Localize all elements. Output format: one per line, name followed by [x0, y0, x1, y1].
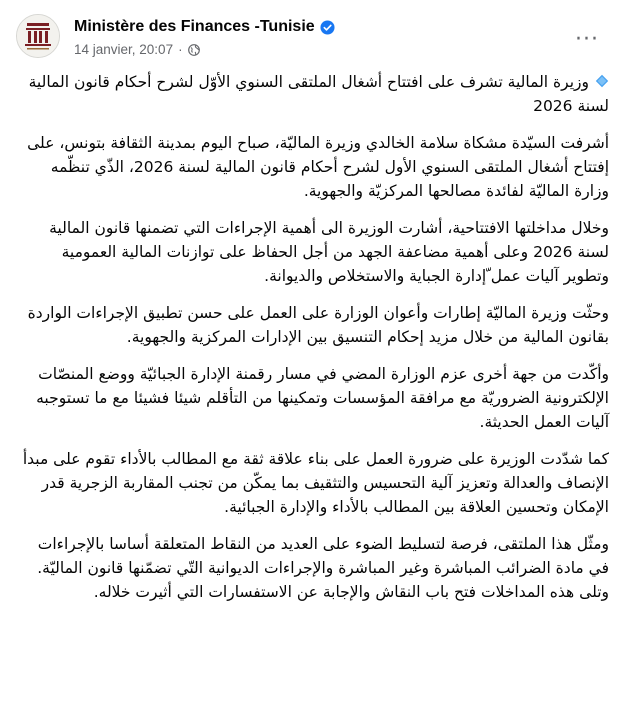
post-timestamp[interactable]: 14 janvier, 20:07	[74, 42, 174, 57]
ministry-logo	[17, 15, 59, 57]
post-paragraph: وحثّت وزيرة الماليّة إطارات وأعوان الوزارة على العمل على حسن تطبيق الإجراءات الواردة بقانون المالية من خلال مزيد إحكام التنسيق بين الإدارات المركزية والجهوية.	[27, 304, 609, 346]
meta-separator: ·	[178, 42, 183, 57]
post-meta	[74, 42, 200, 57]
avatar[interactable]	[16, 14, 60, 58]
post-paragraph: وخلال مداخلتها الافتتاحية، أشارت الوزيرة الى أهمية الإجراءات التي تضمنها قانون المالية لسنة 2026 وعلى أهمية مضاعفة الجهد من أجل الحفاظ على توازنات المالية العمومية وتطوير آليات عمل ّإدارة الجباية والاستخلاص والديوانة.	[49, 219, 609, 285]
post-paragraph: كما شدّدت الوزيرة على ضرورة العمل على بناء علاقة ثقة مع المطالب بالأداء تقوم على مبدأ الإنصاف والعدالة وتعزيز آلية التحسيس والتثقيف بما يمكّن من تجنب المقاربة الزجرية قدر الإمكان وتحسين العلاقة بين المطالب بالأداء والإدارة الجبائية.	[22, 450, 609, 516]
more-options-button[interactable]	[569, 22, 605, 58]
post-content	[16, 70, 609, 617]
post-header	[16, 12, 609, 64]
verified-badge-icon	[320, 20, 335, 35]
page-name-row	[74, 18, 335, 36]
globe-icon	[188, 44, 200, 56]
more-options-icon: ···	[575, 27, 599, 52]
page-name[interactable]: Ministère des Finances -Tunisie	[74, 18, 315, 35]
headline-text: وزيرة المالية تشرف على افتتاح أشغال الملتقى السنوي الأوّل لشرح أحكام قانون المالية لسنة 2026	[28, 73, 609, 115]
post-paragraph: ومثّل هذا الملتقى، فرصة لتسليط الضوء على العديد من النقاط المتعلقة أساسا بالإجراءات في مادة الضرائب المباشرة وغير المباشرة والإجراءات الديوانية التّي تضمّنها قانون الماليّة. وتلى هذه المداخلات فتح باب النقاش والإجابة عن الاستفسارات التي أثيرت خلاله.	[37, 535, 609, 601]
post-headline	[16, 70, 609, 118]
post-paragraph: وأكّدت من جهة أخرى عزم الوزارة المضي في مسار رقمنة الإدارة الجبائيّة ووضع المنصّات الإلكترونية الضروريّة مع مرافقة المؤسسات وتمكينها من التأقلم شيئا فشيئا مع ما تستوجبه آليات العمل الحديثة.	[36, 365, 609, 431]
post-paragraph: أشرفت السيّدة مشكاة سلامة الخالدي وزيرة الماليّة، صباح اليوم بمدينة الثقافة بتونس، على إفتتاح أشغال الملتقى السنوي الأول لشرح أحكام قانون المالية لسنة 2026، الذّي تنظّمه وزارة الماليّة لفائدة مصالحها المركزيّة والجهوية.	[27, 134, 609, 200]
blue-diamond-icon	[595, 71, 609, 85]
